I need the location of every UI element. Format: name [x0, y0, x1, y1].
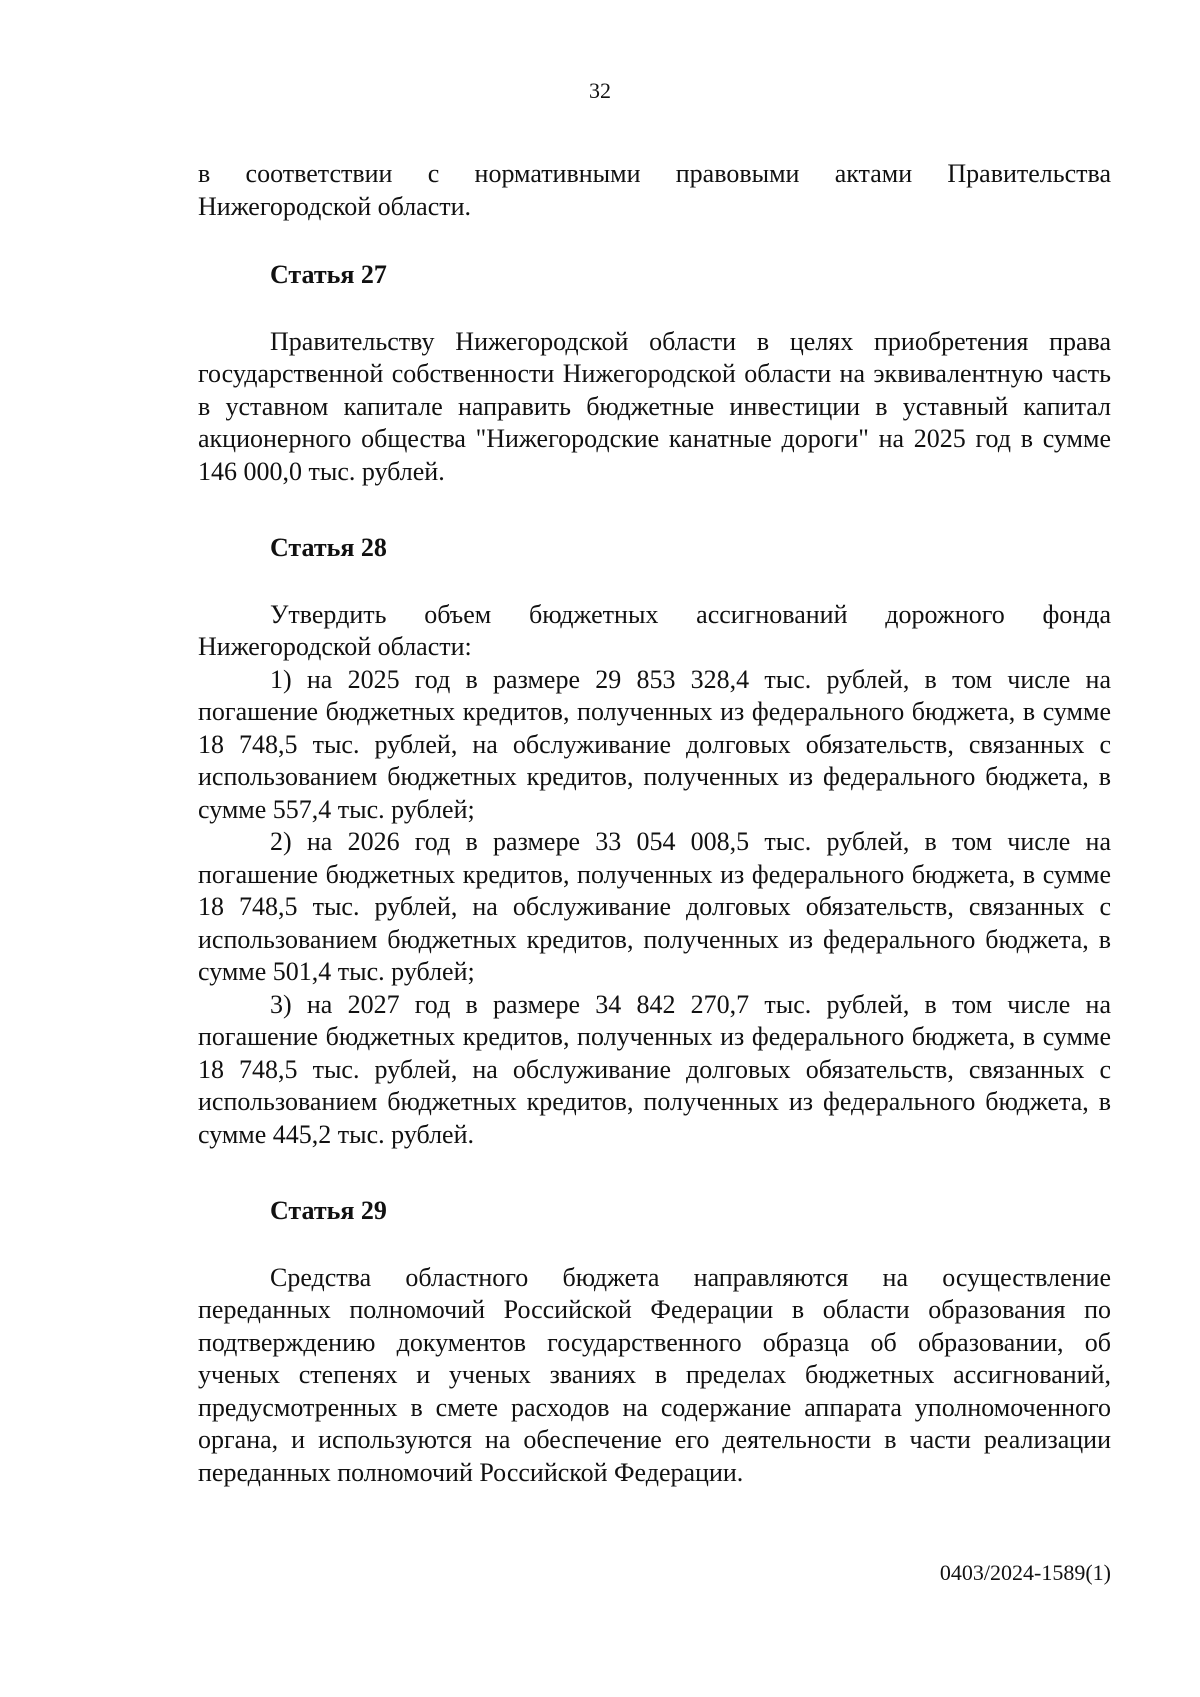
article-28-intro: Утвердить объем бюджетных ассигнований дорожного фонда Нижегородской области: — [198, 599, 1111, 661]
article-28-heading: Статья 28 — [270, 533, 387, 562]
article-28-item-1: 1) на 2025 год в размере 29 853 328,4 тыс. рублей, в том числе на погашение бюджетных кредитов, полученных из федерального бюджета, в сумме 18 748,5 тыс. рублей, на обслуживание долговых обязательств, связанных с использованием бюджетных кредитов, полученных из федерального бюджета, в сумме 557,4 тыс. рублей; — [198, 664, 1111, 824]
intro-paragraph: в соответствии с нормативными правовыми актами Правительства Нижегородской области. — [198, 159, 1111, 221]
page-number: 32 — [589, 78, 611, 103]
article-29-paragraph: Средства областного бюджета направляются на осуществление переданных полномочий Российской Федерации в области образования по подтверждению документов государственного образца об образовании, об ученых степенях и ученых званиях в пределах бюджетных ассигнований, предусмотренных в смете расходов на содержание аппарата уполномоченного органа, и используются на обеспечение его деятельности в части реализации переданных полномочий Российской Федерации. — [198, 1262, 1111, 1487]
article-27-paragraph: Правительству Нижегородской области в целях приобретения права государственной собственности Нижегородской области на эквивалентную часть в уставном капитале направить бюджетные инвестиции в уставный капитал акционерного общества "Нижегородские канатные дороги" на 2025 год в сумме 146 000,0 тыс. рублей. — [198, 326, 1111, 486]
article-28-item-3: 3) на 2027 год в размере 34 842 270,7 тыс. рублей, в том числе на погашение бюджетных кредитов, полученных из федерального бюджета, в сумме 18 748,5 тыс. рублей, на обслуживание долговых обязательств, связанных с использованием бюджетных кредитов, полученных из федерального бюджета, в сумме 445,2 тыс. рублей. — [198, 989, 1111, 1149]
article-29-heading: Статья 29 — [270, 1196, 387, 1225]
article-28-item-2: 2) на 2026 год в размере 33 054 008,5 тыс. рублей, в том числе на погашение бюджетных кредитов, полученных из федерального бюджета, в сумме 18 748,5 тыс. рублей, на обслуживание долговых обязательств, связанных с использованием бюджетных кредитов, полученных из федерального бюджета, в сумме 501,4 тыс. рублей; — [198, 827, 1111, 986]
document-body — [198, 158, 1111, 1489]
article-27-heading: Статья 27 — [270, 260, 387, 289]
document-code: 0403/2024-1589(1) — [939, 1560, 1111, 1585]
